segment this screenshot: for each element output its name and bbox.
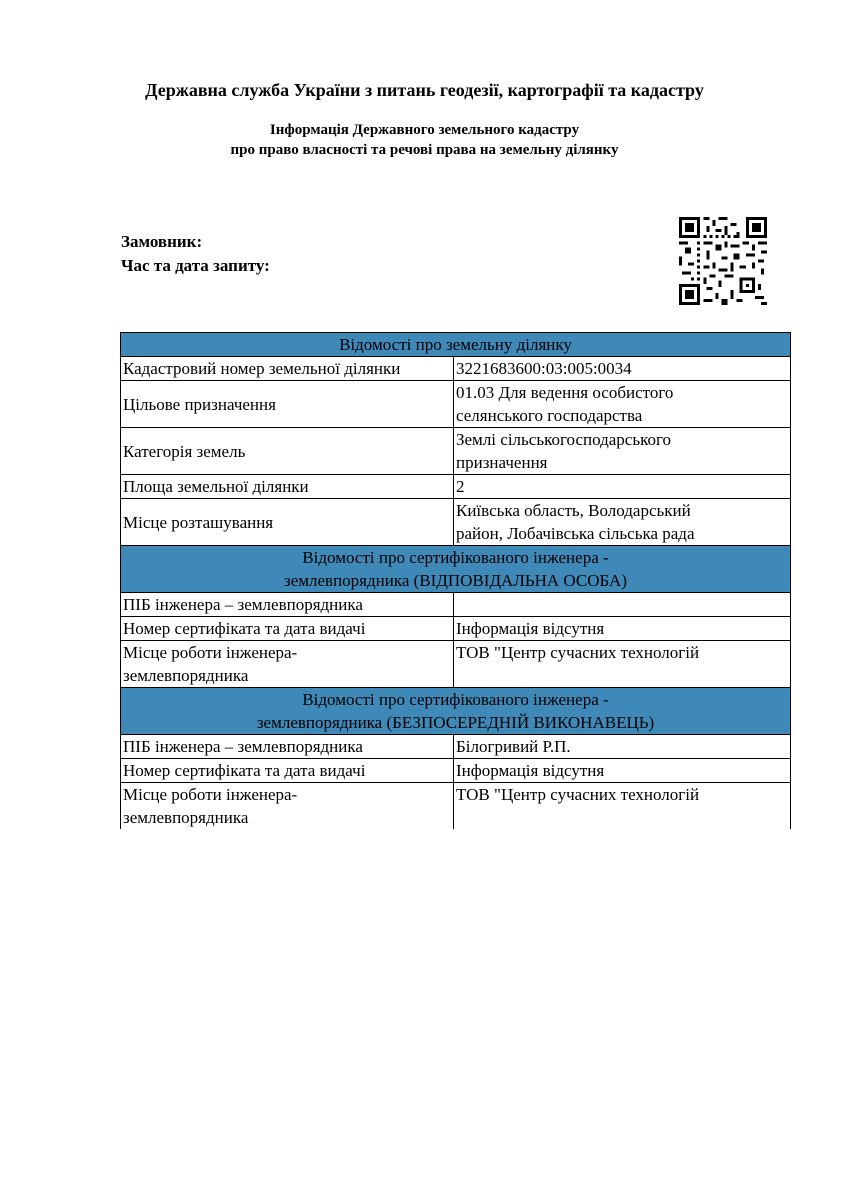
location-value-line-1: Київська область, Володарський bbox=[456, 501, 691, 520]
category-value bbox=[454, 428, 791, 475]
workplace-label-line-2: землевпорядника bbox=[123, 666, 249, 685]
purpose-value bbox=[454, 381, 791, 428]
cadastral-number-label: Кадастровий номер земельної ділянки bbox=[121, 357, 454, 381]
section-header-land bbox=[121, 333, 791, 357]
document-subtitle bbox=[0, 120, 849, 160]
certificate-label: Номер сертифіката та дата видачі bbox=[121, 759, 454, 783]
section-title-line-2: землевпорядника (ВІДПОВІДАЛЬНА ОСОБА) bbox=[284, 571, 627, 590]
location-value-line-2: район, Лобачівська сільська рада bbox=[456, 524, 695, 543]
section-title-engineer-responsible bbox=[121, 546, 791, 593]
category-label: Категорія земель bbox=[121, 428, 454, 475]
table-row bbox=[121, 759, 791, 783]
table-row bbox=[121, 428, 791, 475]
workplace-value: ТОВ "Центр сучасних технологій bbox=[454, 641, 791, 688]
section-header-engineer-executor bbox=[121, 688, 791, 735]
area-label: Площа земельної ділянки bbox=[121, 475, 454, 499]
section-title-line-1: Відомості про сертифікованого інженера - bbox=[302, 690, 609, 709]
workplace-label bbox=[121, 783, 454, 830]
certificate-value: Інформація відсутня bbox=[454, 759, 791, 783]
table-row bbox=[121, 593, 791, 617]
location-label: Місце розташування bbox=[121, 499, 454, 546]
engineer-name-value: Білогривий Р.П. bbox=[454, 735, 791, 759]
agency-title: Державна служба України з питань геодезії, картографії та кадастру bbox=[145, 80, 704, 100]
workplace-label-line-1: Місце роботи інженера- bbox=[123, 643, 298, 662]
engineer-name-label: ПІБ інженера – землевпорядника bbox=[121, 735, 454, 759]
request-info bbox=[121, 230, 270, 278]
location-value bbox=[454, 499, 791, 546]
section-title-line-2: землевпорядника (БЕЗПОСЕРЕДНІЙ ВИКОНАВЕЦЬ) bbox=[256, 713, 655, 732]
workplace-label-line-2: землевпорядника bbox=[123, 808, 249, 827]
customer-label: Замовник: bbox=[121, 232, 203, 251]
workplace-value: ТОВ "Центр сучасних технологій bbox=[454, 783, 791, 830]
engineer-name-label: ПІБ інженера – землевпорядника bbox=[121, 593, 454, 617]
section-title-land: Відомості про земельну ділянку bbox=[121, 333, 791, 357]
certificate-value: Інформація відсутня bbox=[454, 617, 791, 641]
table-row bbox=[121, 475, 791, 499]
purpose-value-line-1: 01.03 Для ведення особистого bbox=[456, 383, 674, 402]
request-datetime-label: Час та дата запиту: bbox=[121, 256, 270, 275]
category-value-line-2: призначення bbox=[456, 453, 548, 472]
table-row bbox=[121, 617, 791, 641]
table-row bbox=[121, 381, 791, 428]
table-row bbox=[121, 783, 791, 830]
qr-code-icon bbox=[679, 217, 767, 305]
workplace-label bbox=[121, 641, 454, 688]
category-value-line-1: Землі сільськогосподарського bbox=[456, 430, 672, 449]
table-row bbox=[121, 735, 791, 759]
section-title-line-1: Відомості про сертифікованого інженера - bbox=[302, 548, 609, 567]
table-row bbox=[121, 641, 791, 688]
engineer-name-value bbox=[454, 593, 791, 617]
section-title-engineer-executor bbox=[121, 688, 791, 735]
cadastral-number-value: 3221683600:03:005:0034 bbox=[454, 357, 791, 381]
section-header-engineer-responsible bbox=[121, 546, 791, 593]
certificate-label: Номер сертифіката та дата видачі bbox=[121, 617, 454, 641]
purpose-value-line-2: селянського господарства bbox=[456, 406, 643, 425]
subtitle-line-2: про право власності та речові права на земельну ділянку bbox=[230, 142, 619, 158]
area-value: 2 bbox=[454, 475, 791, 499]
land-info-table bbox=[120, 332, 791, 829]
table-row bbox=[121, 357, 791, 381]
purpose-label: Цільове призначення bbox=[121, 381, 454, 428]
table-row bbox=[121, 499, 791, 546]
subtitle-line-1: Інформація Державного земельного кадастру bbox=[269, 122, 580, 138]
workplace-label-line-1: Місце роботи інженера- bbox=[123, 785, 298, 804]
